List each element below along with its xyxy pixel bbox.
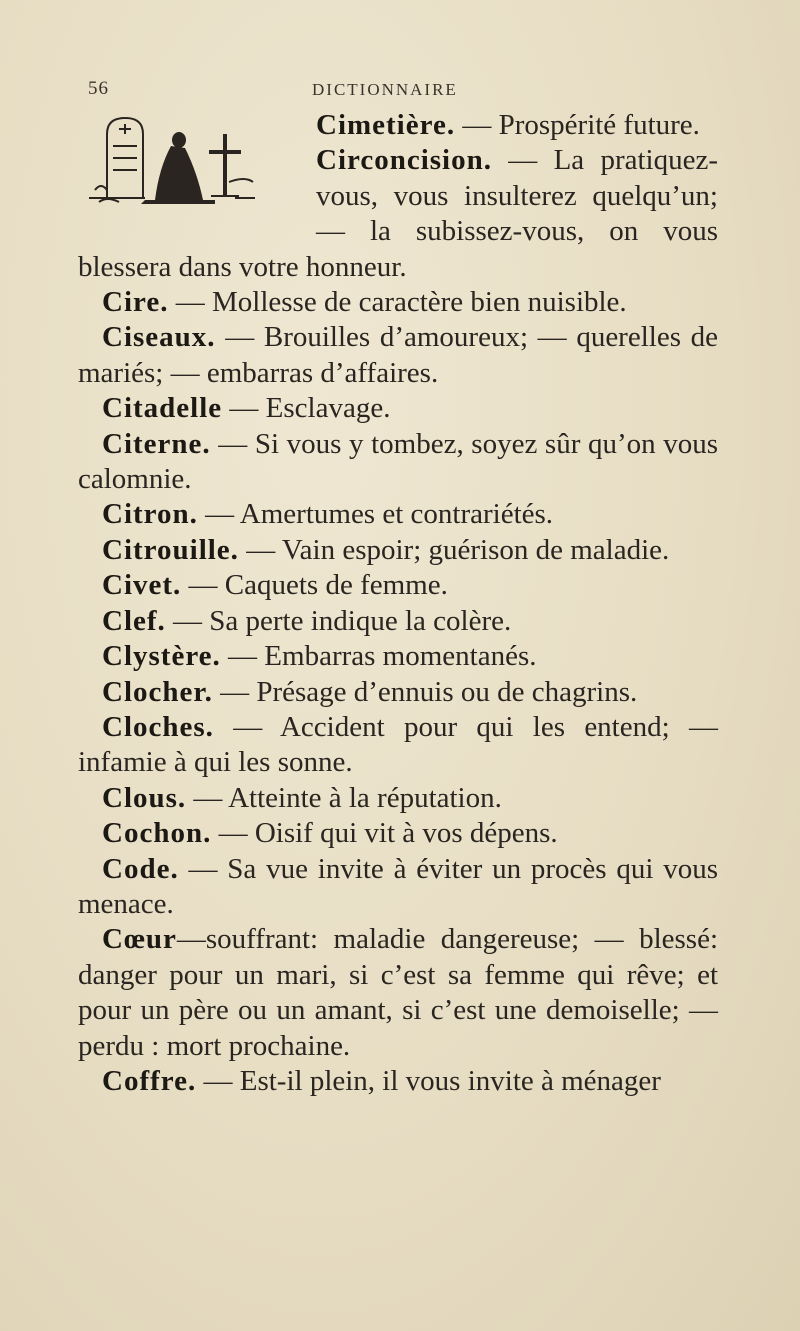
entry-citadelle: Citadelle — Esclavage.: [102, 392, 391, 425]
definition: Si vous y tombez, soyez sûr qu’on vous calomnie.: [78, 427, 718, 496]
headword: Citron.: [102, 498, 198, 531]
definition: Sa vue invite à éviter un procès qui vous menace.: [78, 852, 718, 920]
entry-circoncision: Circoncision. — La pratiquez-vous, vous insulterez quelqu’un; — la subissez-vous, on vous blessera dans votre honneur.: [78, 144, 718, 283]
definition: Est-il plein, il vous invite à ménager: [239, 1064, 661, 1097]
headword: Cire.: [102, 286, 169, 319]
headword: Cimetière.: [316, 109, 456, 141]
definition: Atteinte à la réputation.: [228, 781, 502, 814]
headword: Clous.: [102, 781, 187, 814]
headword: Cœur: [102, 923, 177, 956]
entry-cochon: Cochon. — Oisif qui vit à vos dépens.: [102, 817, 558, 850]
headword: Code.: [102, 852, 179, 885]
headword: Cochon.: [102, 817, 212, 850]
entry-clous: Clous. — Atteinte à la réputation.: [102, 781, 502, 814]
definition: Accident pour qui les entend; — infamie à qui les sonne.: [78, 710, 718, 779]
entry-citron: Citron. — Amertumes et contrariétés.: [102, 498, 554, 531]
entry-code: Code. — Sa vue invite à éviter un procès qui vous menace.: [78, 852, 718, 920]
headword: Clef.: [102, 604, 166, 637]
headword: Citadelle: [102, 392, 223, 425]
headword: Circoncision.: [316, 144, 492, 177]
definition: La pratiquez-vous, vous insulterez quelqu’un; — la subissez-vous, on vous blessera dans votre honneur.: [78, 144, 718, 283]
definition: Sa perte indique la colère.: [209, 604, 512, 637]
running-head: DICTIONNAIRE: [312, 80, 458, 99]
headword: Cloches.: [102, 710, 214, 743]
vignette-space: [78, 108, 316, 248]
entry-citerne: Citerne. — Si vous y tombez, soyez sûr qu’on vous calomnie.: [78, 427, 718, 496]
entry-cire: Cire. — Mollesse de caractère bien nuisible.: [102, 286, 627, 319]
entry-coffre: Coffre. — Est-il plein, il vous invite à ménager: [102, 1064, 661, 1097]
entry-cimetiere: Cimetière. — Prospérité future.: [316, 109, 700, 141]
entry-clocher: Clocher. — Présage d’ennuis ou de chagrins.: [102, 675, 638, 708]
definition: Prospérité future.: [498, 109, 700, 141]
headword: Civet.: [102, 569, 182, 602]
headword: Clocher.: [102, 675, 213, 708]
definition: souffrant: maladie dangereuse; — blessé: danger pour un mari, si c’est sa femme qui rêve; et pour un père ou un amant, si c’est une demoiselle; — perdu : mort prochaine.: [78, 923, 718, 1062]
headword: Citrouille.: [102, 533, 239, 566]
definition: Amertumes et contrariétés.: [239, 498, 554, 531]
entry-cloches: Cloches. — Accident pour qui les entend; — infamie à qui les sonne.: [78, 710, 718, 779]
definition: Caquets de femme.: [224, 569, 448, 602]
headword: Coffre.: [102, 1064, 197, 1097]
definition: Oisif qui vit à vos dépens.: [254, 817, 558, 850]
definition: Vain espoir; guérison de maladie.: [281, 533, 670, 566]
entry-coeur: Cœur—souffrant: maladie dangereuse; — blessé: danger pour un mari, si c’est sa femme qui rêve; et pour un père ou un amant, si c’est une demoiselle; — perdu : mort prochaine.: [78, 923, 718, 1062]
dictionary-entries: [78, 108, 718, 1099]
definition: Embarras momentanés.: [264, 640, 537, 673]
definition: Brouilles d’amoureux; — querelles de mariés; — embarras d’affaires.: [78, 321, 719, 389]
headword: Citerne.: [102, 427, 211, 460]
headword: Ciseaux.: [102, 321, 216, 354]
page-header: [0, 78, 800, 108]
entry-ciseaux: Ciseaux. — Brouilles d’amoureux; — querelles de mariés; — embarras d’affaires.: [78, 321, 719, 389]
entry-civet: Civet. — Caquets de femme.: [102, 569, 448, 602]
page-number: 56: [88, 78, 109, 99]
entry-clef: Clef. — Sa perte indique la colère.: [102, 604, 512, 637]
definition: Présage d’ennuis ou de chagrins.: [256, 675, 638, 708]
definition: Esclavage.: [265, 392, 391, 425]
entry-clystere: Clystère. — Embarras momentanés.: [102, 640, 537, 673]
definition: Mollesse de caractère bien nuisible.: [211, 286, 627, 319]
entry-citrouille: Citrouille. — Vain espoir; guérison de maladie.: [102, 533, 670, 566]
headword: Clystère.: [102, 640, 221, 673]
